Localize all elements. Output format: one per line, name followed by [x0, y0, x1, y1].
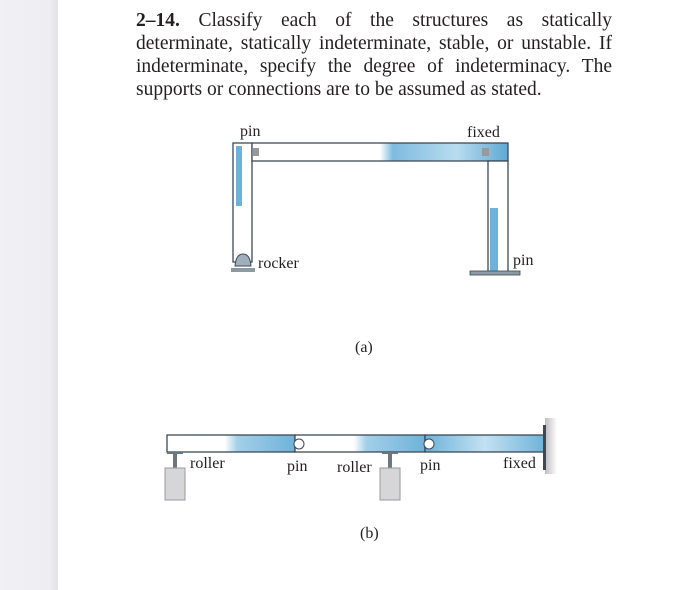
caption-b: (b)	[360, 525, 379, 542]
frame-structure-a	[231, 123, 533, 356]
label-pin-bottom: pin	[513, 252, 534, 269]
pin-hinge-icon	[424, 439, 434, 449]
label-fixed: fixed	[503, 455, 536, 472]
pin-hinge-icon	[294, 439, 304, 449]
fixed-connection-icon	[482, 148, 489, 156]
label-roller-1: roller	[190, 455, 225, 472]
label-roller-2: roller	[337, 459, 372, 476]
roller-support-icon	[165, 452, 185, 500]
label-fixed-top: fixed	[467, 124, 500, 141]
fixed-wall-icon	[545, 418, 557, 474]
label-pin-top: pin	[240, 123, 261, 140]
problem-text: Classify each of the structures as statically determinate, statically indeterminate, stable, or unstable. If indeterminate, specify the degree of indeterminacy. The supports or connections are to be assumed as stated.	[136, 10, 613, 100]
roller-support-icon	[380, 452, 400, 500]
pin-connection-icon	[253, 148, 259, 156]
label-pin-1: pin	[287, 458, 308, 475]
caption-a: (a)	[355, 339, 373, 356]
pin-support-base-icon	[470, 271, 520, 275]
problem-number: 2–14.	[136, 10, 180, 31]
label-rocker: rocker	[258, 255, 299, 272]
beam-structure-b	[165, 418, 557, 542]
label-pin-2: pin	[420, 457, 441, 474]
